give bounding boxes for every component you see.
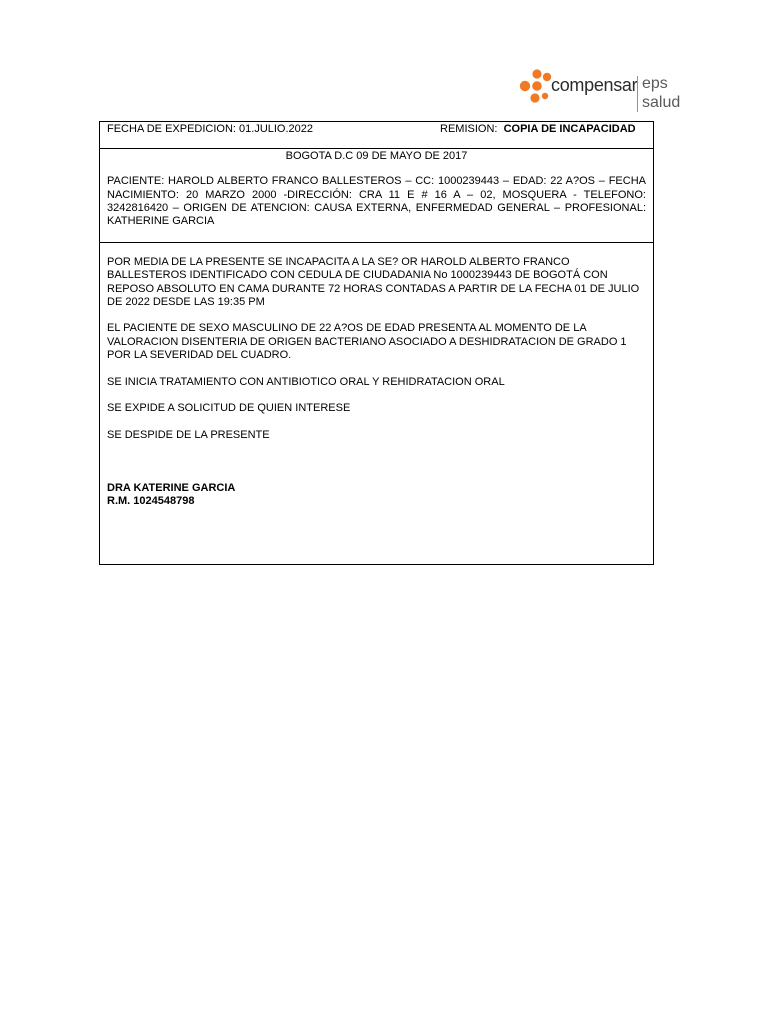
logo-brand-text: compensar: [551, 75, 638, 95]
body-paragraph: SE EXPIDE A SOLICITUD DE QUIEN INTERESE: [107, 402, 351, 415]
issue-date: FECHA DE EXPEDICION: 01.JULIO.2022: [107, 123, 314, 135]
certificate-body: [100, 243, 653, 509]
city-date: BOGOTA D.C 09 DE MAYO DE 2017: [285, 150, 468, 162]
disability-certificate: [99, 121, 654, 565]
signature-block: [107, 482, 646, 509]
logo-separator: [637, 76, 638, 112]
body-paragraph: POR MEDIA DE LA PRESENTE SE INCAPACITA A LA SE? OR HAROLD ALBERTO FRANCO BALLESTEROS IDENTIFICADO CON CEDULA DE CIUDADANIA No 1000239443 DE BOGOTÁ CON REPOSO ABSOLUTO EN CAMA DURANTE 72 HORAS CONTADAS A PARTIR DE LA FECHA 01 DE JULIO DE 2022 DESDE LAS 19:35 PM: [107, 256, 640, 308]
body-paragraph: SE DESPIDE DE LA PRESENTE: [107, 428, 270, 441]
body-paragraph: SE INICIA TRATAMIENTO CON ANTIBIOTICO ORAL Y REHIDRATACION ORAL: [107, 375, 505, 388]
compensar-dots-icon: [518, 68, 554, 104]
document-header-row: [100, 122, 653, 149]
remission-value: COPIA DE INCAPACIDAD: [503, 123, 636, 135]
patient-info-row: [100, 149, 653, 243]
signature-name: DRA KATERINE GARCIA: [107, 482, 236, 495]
remission: [440, 123, 636, 136]
logo-eps-text: eps: [642, 75, 668, 92]
signature-registration: R.M. 1024548798: [107, 495, 195, 508]
remission-label: REMISION:: [440, 123, 498, 135]
body-paragraph: EL PACIENTE DE SEXO MASCULINO DE 22 A?OS DE EDAD PRESENTA AL MOMENTO DE LA VALORACION DISENTERIA DE ORIGEN BACTERIANO ASOCIADO A DESHIDRATACION DE GRADO 1 POR LA SEVERIDAD DEL CUADRO.: [107, 322, 627, 362]
logo-salud-text: salud: [642, 94, 681, 111]
patient-details: PACIENTE: HAROLD ALBERTO FRANCO BALLESTEROS – CC: 1000239443 – EDAD: 22 A?OS – FECHA NACIMIENTO: 20 MARZO 2000 -DIRECCIÓN: CRA 11 E # 16 A – 02, MOSQUERA - TELEFONO: 3242816420 – ORIGEN DE ATENCION: CAUSA EXTERNA, ENFERMEDAD GENERAL – PROFESIONAL: KATHERINE GARCIA: [107, 175, 646, 228]
compensar-eps-salud-logo: [518, 68, 688, 114]
